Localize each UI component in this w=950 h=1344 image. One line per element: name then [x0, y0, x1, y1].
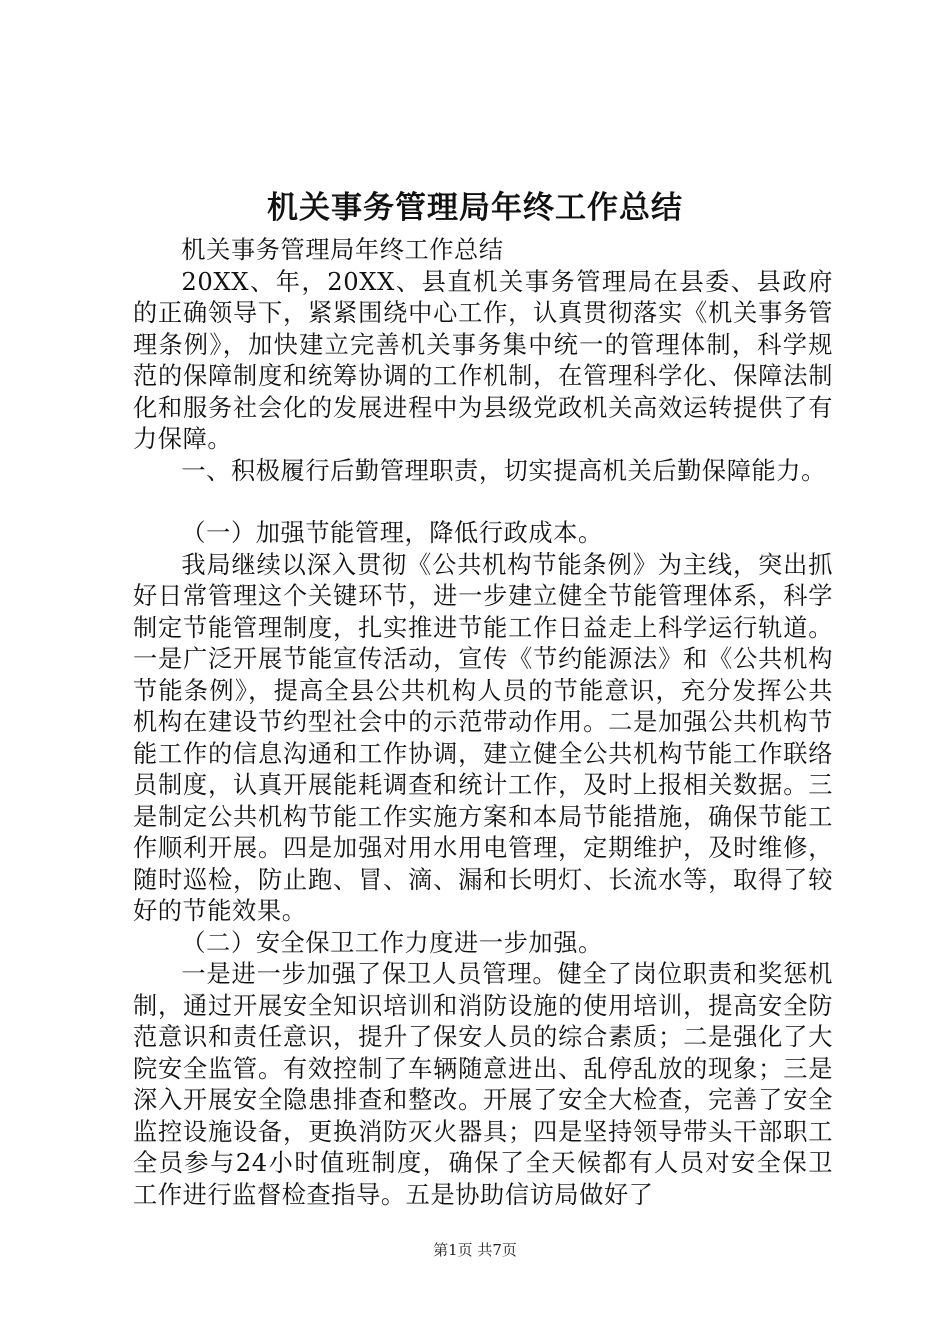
subsection-heading-1: （一）加强节能管理，降低行政成本。 [181, 519, 603, 547]
intro-paragraph: 20XX、年，20XX、县直机关事务管理局在县委、县政府的正确领导下，紧紧围绕中心工作，认真贯彻落实《机关事务管理条例》，加快建立完善机关事务集中统一的管理体制，科学规范的保障制度和统筹协调的工作机制，在管理科学化、保障法制化和服务社会化的发展进程中为县级党政机关高效运转提供了有力保障。 [133, 267, 833, 453]
document-body [133, 235, 833, 1211]
page-footer: 第1页 共7页 [433, 1241, 517, 1259]
subsection-heading-2: （二）安全保卫工作力度进一步加强。 [181, 928, 603, 957]
energy-paragraph: 我局继续以深入贯彻《公共机构节能条例》为主线，突出抓好日常管理这个关键环节，进一步建立健全节能管理体系，科学制定节能管理制度，扎实推进节能工作日益走上科学运行轨道。一是广泛开展节能宣传活动，宣传《节约能源法》和《公共机构节能条例》，提高全县公共机构人员的节能意识，充分发挥公共机构在建设节约型社会中的示范带动作用。二是加强公共机构节能工作的信息沟通和工作协调，建立健全公共机构节能工作联络员制度，认真开展能耗调查和统计工作，及时上报相关数据。三是制定公共机构节能工作实施方案和本局节能措施，确保节能工作顺利开展。四是加强对用水用电管理，定期维护，及时维修，随时巡检，防止跑、冒、滴、漏和长明灯、长流水等，取得了较好的节能效果。 [133, 550, 833, 925]
subtitle-paragraph: 机关事务管理局年终工作总结 [181, 236, 504, 264]
section-heading: 一、积极履行后勤管理职责，切实提高机关后勤保障能力。 [181, 456, 826, 485]
document-title: 机关事务管理局年终工作总结 [267, 190, 683, 226]
security-paragraph: 一是进一步加强了保卫人员管理。健全了岗位职责和奖惩机制，通过开展安全知识培训和消防设施的使用培训，提高安全防范意识和责任意识，提升了保安人员的综合素质；二是强化了大院安全监管。有效控制了车辆随意进出、乱停乱放的现象；三是深入开展安全隐患排查和整改。开展了安全大检查，完善了安全监控设施设备，更换消防灭火器具；四是坚持领导带头干部职工全员参与24小时值班制度，确保了全天候都有人员对安全保卫工作进行监督检查指导。五是协助信访局做好了 [133, 960, 833, 1209]
